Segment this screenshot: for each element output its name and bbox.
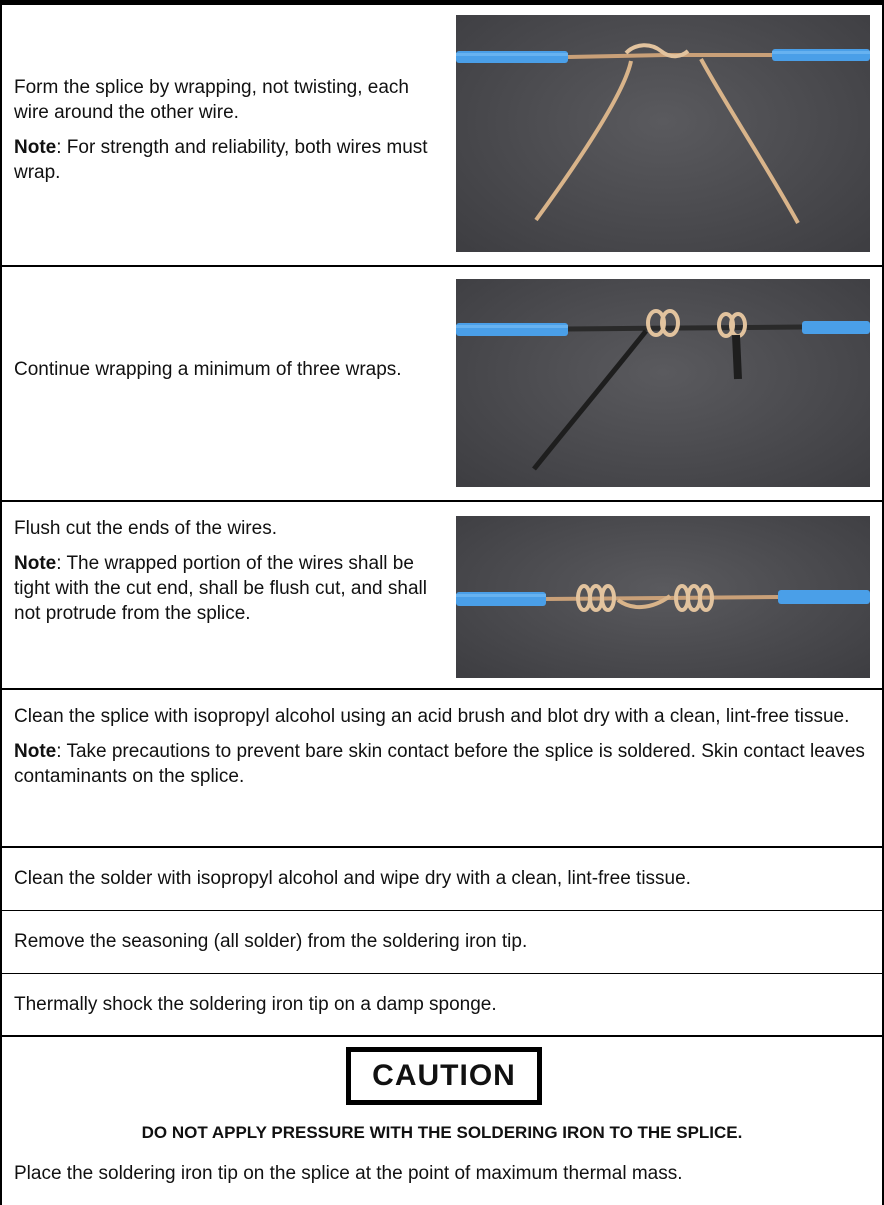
note-text: : The wrapped portion of the wires shall be tight with the cut end, shall be flush cut, and shall not protrude from the splice.	[14, 553, 427, 624]
step-6-instruction: Remove the seasoning (all solder) from the soldering iron tip.	[14, 931, 528, 952]
caution-row	[2, 1037, 882, 1205]
note-label: Note	[14, 137, 57, 158]
step-1-instruction: Form the splice by wrapping, not twisting, each wire around the other wire.	[14, 77, 409, 123]
wires-flush-cut-photo	[456, 516, 870, 678]
caution-warning: DO NOT APPLY PRESSURE WITH THE SOLDERING IRON TO THE SPLICE.	[141, 1123, 743, 1142]
step-5-instruction: Clean the solder with isopropyl alcohol and wipe dry with a clean, lint-free tissue.	[14, 868, 691, 889]
wires-wrapped-photo	[456, 279, 870, 487]
step-4-note	[14, 739, 870, 789]
step-5-text	[14, 866, 870, 891]
step-2-instruction: Continue wrapping a minimum of three wraps.	[14, 359, 402, 380]
step-row-6	[2, 911, 882, 974]
step-7-instruction: Thermally shock the soldering iron tip on a damp sponge.	[14, 994, 497, 1015]
step-1-text	[14, 75, 434, 185]
note-text: : Take precautions to prevent bare skin contact before the splice is soldered. Skin contact leaves contaminants on the splice.	[14, 741, 865, 787]
step-row-7	[2, 974, 882, 1037]
step-row-3	[2, 502, 882, 690]
step-4-instruction: Clean the splice with isopropyl alcohol using an acid brush and blot dry with a clean, lint-free tissue.	[14, 706, 850, 727]
wires-crossed-photo	[456, 15, 870, 252]
step-6-text	[14, 929, 870, 954]
note-text: : For strength and reliability, both wires must wrap.	[14, 137, 428, 183]
step-row-4	[2, 690, 882, 848]
caution-instruction	[14, 1161, 870, 1186]
step-7-text	[14, 992, 870, 1017]
step-row-5	[2, 848, 882, 911]
step-4-text	[14, 704, 870, 789]
step-1-note	[14, 135, 434, 185]
note-label: Note	[14, 553, 57, 574]
procedure-table	[0, 5, 884, 1205]
note-label: Note	[14, 741, 57, 762]
step-3-instruction: Flush cut the ends of the wires.	[14, 518, 277, 539]
step-row-2	[2, 267, 882, 502]
step-row-1	[2, 5, 882, 267]
step-2-text	[14, 357, 434, 382]
step-3-note	[14, 551, 434, 626]
step-3-text	[14, 516, 434, 626]
caution-instruction-text: Place the soldering iron tip on the splice at the point of maximum thermal mass.	[14, 1163, 683, 1184]
caution-label: CAUTION	[346, 1047, 542, 1105]
